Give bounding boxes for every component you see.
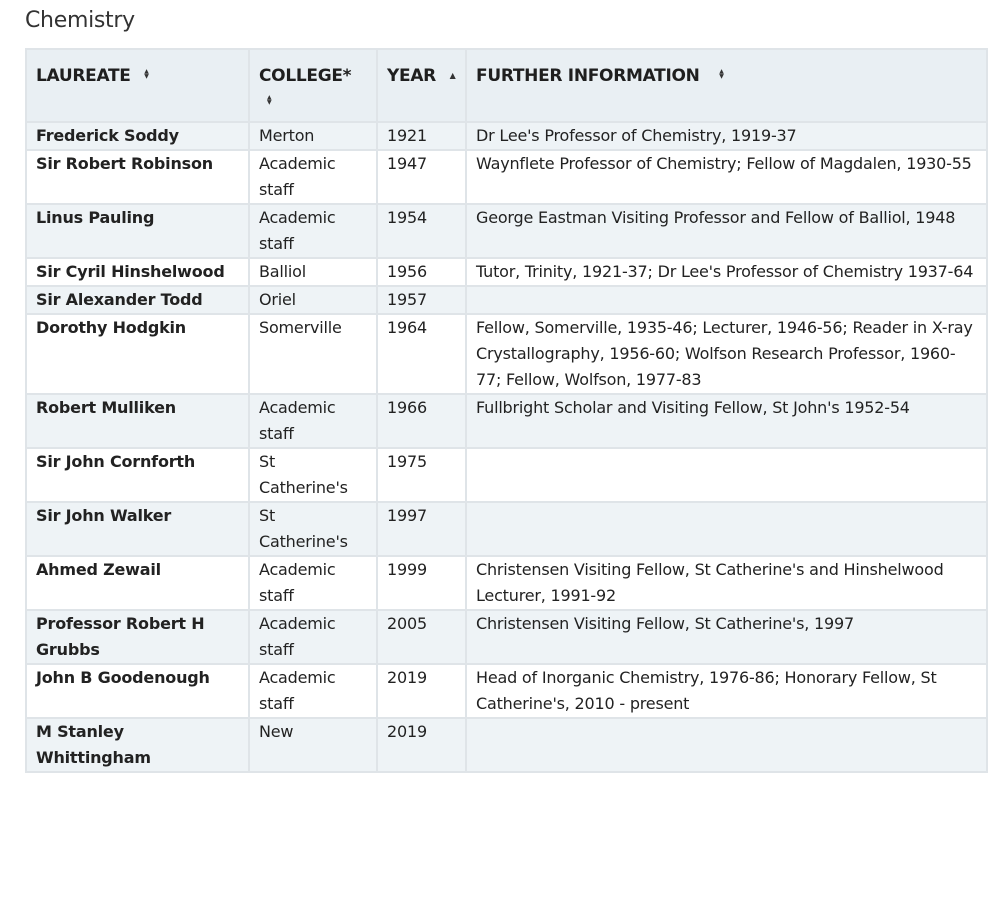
college-cell: St Catherine's xyxy=(249,502,377,556)
laureate-cell: John B Goodenough xyxy=(26,664,249,718)
info-cell xyxy=(466,718,987,772)
laureate-cell: Sir Robert Robinson xyxy=(26,150,249,204)
table-row xyxy=(26,314,987,394)
year-cell: 1975 xyxy=(377,448,466,502)
laureate-cell: Sir Cyril Hinshelwood xyxy=(26,258,249,286)
year-cell: 2019 xyxy=(377,664,466,718)
sort-unsorted-icon[interactable] xyxy=(719,69,723,79)
header-further-information-label: FURTHER INFORMATION xyxy=(476,66,700,86)
table-row xyxy=(26,556,987,610)
college-cell: Academic staff xyxy=(249,150,377,204)
table-row xyxy=(26,258,987,286)
laureate-cell: Dorothy Hodgkin xyxy=(26,314,249,394)
info-cell xyxy=(466,448,987,502)
college-cell: New xyxy=(249,718,377,772)
year-cell: 1947 xyxy=(377,150,466,204)
sort-ascending-icon[interactable] xyxy=(450,72,456,80)
year-cell: 1954 xyxy=(377,204,466,258)
laureate-cell: Sir Alexander Todd xyxy=(26,286,249,314)
info-cell: Fellow, Somerville, 1935-46; Lecturer, 1946-56; Reader in X-ray Crystallography, 1956-60; Wolfson Research Professor, 1960-77; Fellow, Wolfson, 1977-83 xyxy=(466,314,987,394)
year-cell: 1997 xyxy=(377,502,466,556)
table-row xyxy=(26,204,987,258)
info-cell: Christensen Visiting Fellow, St Catherine's and Hinshelwood Lecturer, 1991-92 xyxy=(466,556,987,610)
info-cell xyxy=(466,502,987,556)
table-row xyxy=(26,286,987,314)
laureate-cell: M Stanley Whittingham xyxy=(26,718,249,772)
info-cell: Dr Lee's Professor of Chemistry, 1919-37 xyxy=(466,122,987,150)
page-title: Chemistry xyxy=(25,8,135,33)
info-cell: Head of Inorganic Chemistry, 1976-86; Honorary Fellow, St Catherine's, 2010 - present xyxy=(466,664,987,718)
table-row xyxy=(26,610,987,664)
year-cell: 2019 xyxy=(377,718,466,772)
college-cell: Academic staff xyxy=(249,204,377,258)
college-cell: Academic staff xyxy=(249,556,377,610)
laureate-cell: Robert Mulliken xyxy=(26,394,249,448)
table-row xyxy=(26,502,987,556)
header-college-label: COLLEGE* xyxy=(259,66,352,86)
college-cell: Somerville xyxy=(249,314,377,394)
info-cell: George Eastman Visiting Professor and Fellow of Balliol, 1948 xyxy=(466,204,987,258)
info-cell xyxy=(466,286,987,314)
year-cell: 2005 xyxy=(377,610,466,664)
table-row xyxy=(26,448,987,502)
laureate-cell: Professor Robert H Grubbs xyxy=(26,610,249,664)
header-laureate-label: LAUREATE xyxy=(36,66,131,86)
year-cell: 1957 xyxy=(377,286,466,314)
college-cell: St Catherine's xyxy=(249,448,377,502)
college-cell: Academic staff xyxy=(249,610,377,664)
info-cell: Tutor, Trinity, 1921-37; Dr Lee's Professor of Chemistry 1937-64 xyxy=(466,258,987,286)
header-college[interactable] xyxy=(249,49,377,122)
laureate-cell: Sir John Walker xyxy=(26,502,249,556)
table-row xyxy=(26,664,987,718)
college-cell: Academic staff xyxy=(249,394,377,448)
header-further-information[interactable] xyxy=(466,49,987,122)
sort-unsorted-icon[interactable] xyxy=(144,69,148,79)
header-year[interactable] xyxy=(377,49,466,122)
table-row xyxy=(26,150,987,204)
college-cell: Academic staff xyxy=(249,664,377,718)
year-cell: 1999 xyxy=(377,556,466,610)
year-cell: 1966 xyxy=(377,394,466,448)
header-year-label: YEAR xyxy=(387,66,436,86)
info-cell: Waynflete Professor of Chemistry; Fellow of Magdalen, 1930-55 xyxy=(466,150,987,204)
laureate-cell: Linus Pauling xyxy=(26,204,249,258)
laureate-cell: Ahmed Zewail xyxy=(26,556,249,610)
college-cell: Oriel xyxy=(249,286,377,314)
sort-unsorted-icon[interactable] xyxy=(267,95,271,105)
table-row xyxy=(26,718,987,772)
year-cell: 1956 xyxy=(377,258,466,286)
table-header-row xyxy=(26,49,987,122)
table-row xyxy=(26,122,987,150)
header-laureate[interactable] xyxy=(26,49,249,122)
table-row xyxy=(26,394,987,448)
info-cell: Fullbright Scholar and Visiting Fellow, St John's 1952-54 xyxy=(466,394,987,448)
college-cell: Merton xyxy=(249,122,377,150)
laureate-cell: Frederick Soddy xyxy=(26,122,249,150)
laureates-table xyxy=(25,48,988,773)
year-cell: 1964 xyxy=(377,314,466,394)
laureate-cell: Sir John Cornforth xyxy=(26,448,249,502)
year-cell: 1921 xyxy=(377,122,466,150)
college-cell: Balliol xyxy=(249,258,377,286)
info-cell: Christensen Visiting Fellow, St Catherine's, 1997 xyxy=(466,610,987,664)
